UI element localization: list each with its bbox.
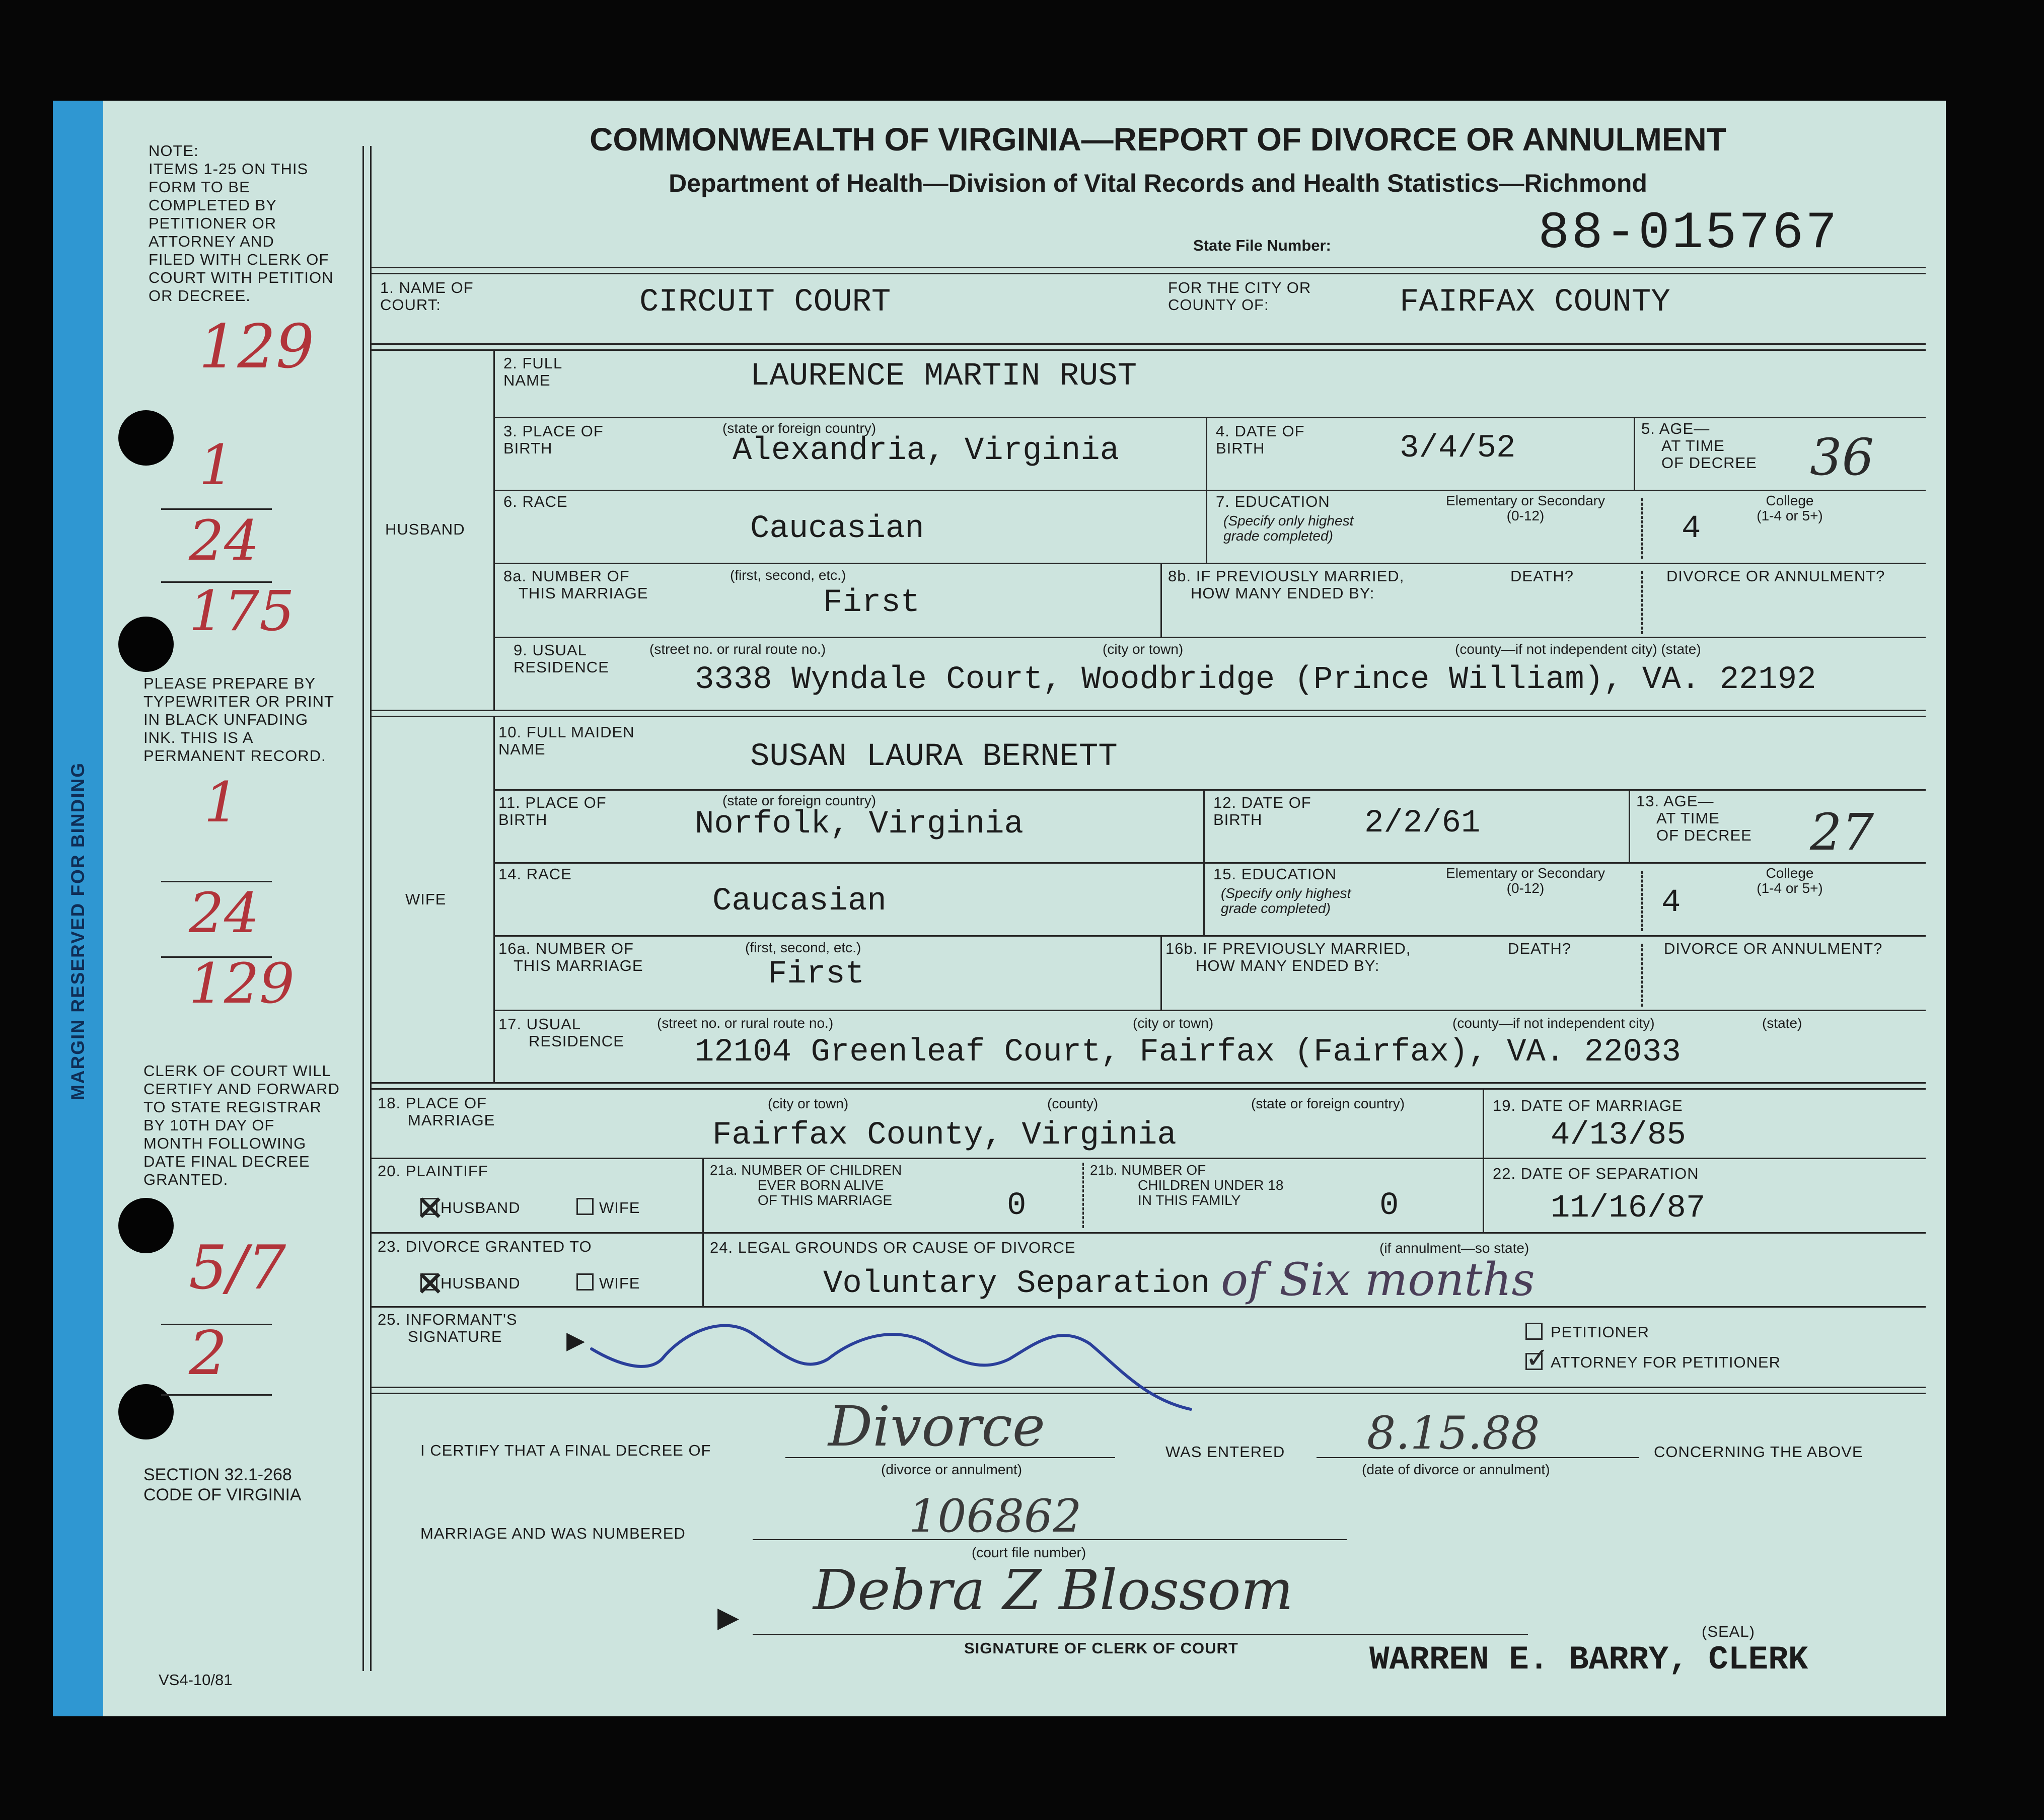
husband-race-label: 6. RACE [503,493,568,510]
husband-pob-label: 3. PLACE OF BIRTH [503,422,604,457]
rule [493,490,1926,491]
marriage-place-hint-state: (state or foreign country) [1251,1096,1405,1111]
children-count: 0 [1007,1188,1027,1224]
divider [1160,563,1162,637]
husband-marriage-number: First [823,585,920,621]
arrow-icon: ▶ [566,1327,585,1354]
husband-marriage-label: 8a. NUMBER OF THIS MARRIAGE [503,567,648,602]
husband-age-label: 5. AGE— AT TIME OF DECREE [1641,420,1757,472]
entered-text: WAS ENTERED [1165,1443,1285,1461]
rule [370,267,1926,268]
husband-edu-hint: (Specify only highest grade completed) [1223,513,1354,544]
rule [370,1088,1926,1090]
children18-count: 0 [1379,1188,1399,1224]
petitioner-checkbox[interactable] [1525,1323,1543,1340]
plaintiff-wife-checkbox[interactable] [576,1198,594,1215]
wife-edu-elem: Elementary or Secondary (0-12) [1446,865,1605,896]
margin-number: 24 [189,881,259,945]
wife-name-label: 10. FULL MAIDEN NAME [498,723,635,758]
children-label: 21a. NUMBER OF CHILDREN EVER BORN ALIVE OF THIS MARRIAGE [710,1162,902,1208]
wife-res-hint-city: (city or town) [1133,1015,1214,1031]
margin-note: NOTE: ITEMS 1-25 ON THIS FORM TO BE COMPLETED BY PETITIONER OR ATTORNEY AND FILED WITH CLERK OF COURT WITH PETITION OR DECREE. [149,142,334,305]
husband-dob-label: 4. DATE OF BIRTH [1216,422,1305,457]
divider [1483,1088,1484,1232]
rule [370,273,1926,274]
decree-hint: (divorce or annulment) [881,1462,1023,1477]
wife-residence: 12104 Greenleaf Court, Fairfax (Fairfax), VA. 22033 [695,1034,1681,1071]
husband-age: 36 [1810,428,1874,487]
wife-res-hint-county: (county—if not independent city) [1452,1015,1655,1031]
wife-section-label: WIFE [405,890,447,908]
divider [1160,935,1162,1010]
rule [370,343,1926,345]
plaintiff-husband-label: HUSBAND [441,1199,521,1217]
rule [370,710,1926,711]
wife-prev-label: 16b. IF PREVIOUSLY MARRIED, HOW MANY ENDED BY: [1165,940,1411,974]
margin-number: 1 [199,433,234,497]
margin-number: 129 [189,951,295,1016]
marriage-date: 4/13/85 [1551,1117,1686,1154]
punch-hole [118,1384,174,1439]
wife-res-label: 17. USUAL RESIDENCE [498,1015,624,1050]
left-border [362,146,364,1671]
margin-number: 1 [204,770,239,835]
husband-edu-label: 7. EDUCATION [1216,493,1330,510]
rule [493,789,1926,791]
wife-marriage-label: 16a. NUMBER OF THIS MARRIAGE [498,940,643,974]
husband-res-hint-city: (city or town) [1103,641,1184,657]
attorney-label: ATTORNEY FOR PETITIONER [1551,1353,1781,1371]
wife-death-label: DEATH? [1508,940,1572,957]
husband-dob: 3/4/52 [1400,430,1516,467]
divider [702,1158,704,1306]
separation-date: 11/16/87 [1551,1190,1706,1227]
grounds-hint: (if annulment—so state) [1379,1240,1529,1256]
state-file-label: State File Number: [1193,237,1331,254]
clerk-signature-underline [753,1634,1528,1635]
form-subtitle: Department of Health—Division of Vital Records and Health Statistics—Richmond [669,169,1647,197]
separation-label: 22. DATE OF SEPARATION [1493,1165,1699,1182]
wife-res-hint-state: (state) [1762,1015,1802,1031]
granted-husband-label: HUSBAND [441,1274,521,1292]
clerk-signature-label: SIGNATURE OF CLERK OF COURT [964,1639,1238,1657]
binding-strip [53,101,103,1716]
clerk-signature: Debra Z Blossom [813,1558,1293,1622]
wife-age: 27 [1810,803,1874,862]
margin-number: 129 [199,312,315,382]
marriage-place-hint-city: (city or town) [768,1096,849,1111]
husband-edu-college: College (1-4 or 5+) [1757,493,1823,523]
clerk-name: WARREN E. BARRY, CLERK [1369,1641,1808,1679]
divider [1629,789,1630,862]
margin-number: 24 [189,508,259,573]
husband-edu-elem: Elementary or Secondary (0-12) [1446,493,1605,523]
form-title: COMMONWEALTH OF VIRGINIA—REPORT OF DIVORCE OR ANNULMENT [590,121,1726,158]
form-id: VS4-10/81 [159,1671,233,1689]
marriage-place-label: 18. PLACE OF MARRIAGE [378,1094,495,1129]
margin-number: 5/7 [189,1233,286,1303]
rule [370,349,1926,351]
divider [1203,789,1205,935]
margin-prepare-note: PLEASE PREPARE BY TYPEWRITER OR PRINT IN BLACK UNFADING INK. THIS IS A PERMANENT RECORD. [143,674,334,765]
court-file-number: 106862 [909,1490,1082,1543]
grounds-handwritten: of Six months [1221,1253,1535,1306]
checked-x-icon: ✕ [415,1189,445,1228]
husband-divorce-label: DIVORCE OR ANNULMENT? [1666,567,1885,585]
rule [493,563,1926,564]
children-divider [1082,1163,1085,1228]
granted-wife-checkbox[interactable] [576,1273,594,1291]
entered-hint: (date of divorce or annulment) [1362,1462,1550,1477]
margin-clerk-note: CLERK OF COURT WILL CERTIFY AND FORWARD TO STATE REGISTRAR BY 10TH DAY OF MONTH FOLLOWING DATE FINAL DECREE GRANTED. [143,1062,340,1188]
granted-wife-label: WIFE [599,1274,640,1292]
wife-res-hint-street: (street no. or rural route no.) [657,1015,834,1031]
form-sheet [53,101,1946,1716]
husband-section-label: HUSBAND [385,520,465,538]
punch-hole [118,1198,174,1253]
husband-pob-hint: (state or foreign country) [722,420,877,436]
wife-race: Caucasian [712,883,887,920]
wife-edu-college: College (1-4 or 5+) [1757,865,1823,896]
grounds: Voluntary Separation [823,1266,1210,1302]
wife-pob-hint: (state or foreign country) [722,793,877,808]
edu-divider [1641,498,1644,559]
plaintiff-wife-label: WIFE [599,1199,640,1217]
husband-race: Caucasian [750,511,924,547]
husband-res-hint-county: (county—if not independent city) (state) [1455,641,1701,657]
margin-number: 175 [189,579,295,643]
husband-name: LAURENCE MARTIN RUST [750,358,1137,395]
divider [1634,417,1635,490]
rule [493,1010,1926,1011]
court-label: 1. NAME OF COURT: [380,279,474,314]
wife-edu-hint: (Specify only highest grade completed) [1221,885,1351,916]
husband-residence: 3338 Wyndale Court, Woodbridge (Prince William), VA. 22192 [695,662,1816,698]
wife-dob-label: 12. DATE OF BIRTH [1213,794,1311,828]
husband-prev-label: 8b. IF PREVIOUSLY MARRIED, HOW MANY ENDED BY: [1168,567,1405,602]
section-note: SECTION 32.1-268 CODE OF VIRGINIA [143,1465,302,1504]
concerning-text: CONCERNING THE ABOVE [1654,1443,1863,1461]
wife-edu-college-value: 4 [1661,885,1681,921]
arrow-icon: ▶ [717,1601,740,1633]
divider [1206,417,1207,563]
divider [493,716,495,1082]
rule [370,716,1926,717]
wife-divorce-label: DIVORCE OR ANNULMENT? [1664,940,1883,957]
husband-pob: Alexandria, Virginia [733,433,1120,469]
plaintiff-label: 20. PLAINTIFF [378,1162,488,1180]
informant-label: 25. INFORMANT'S SIGNATURE [378,1311,518,1345]
wife-dob: 2/2/61 [1364,805,1481,842]
rule [370,1232,1926,1234]
margin-number: 2 [189,1319,228,1389]
rule [493,637,1926,638]
wife-pob-label: 11. PLACE OF BIRTH [498,794,607,828]
petitioner-label: PETITIONER [1551,1323,1650,1341]
certify-text: I CERTIFY THAT A FINAL DECREE OF [420,1442,711,1459]
wife-marriage-number: First [768,956,865,993]
husband-edu-college-value: 4 [1682,511,1701,547]
husband-marriage-hint: (first, second, etc.) [730,567,846,583]
husband-res-hint-street: (street no. or rural route no.) [649,641,826,657]
checkmark-icon: ✓ [1525,1342,1549,1374]
court-city: FAIRFAX COUNTY [1400,284,1670,321]
children18-label: 21b. NUMBER OF CHILDREN UNDER 18 IN THIS FAMILY [1090,1162,1284,1208]
wife-pob: Norfolk, Virginia [695,806,1024,843]
grounds-label: 24. LEGAL GROUNDS OR CAUSE OF DIVORCE [710,1239,1076,1256]
punch-hole [118,410,174,466]
left-border [370,146,372,1671]
rule [370,1082,1926,1084]
rule [493,935,1926,937]
entered-date: 8.15.88 [1367,1407,1540,1460]
divider [493,349,495,710]
granted-label: 23. DIVORCE GRANTED TO [378,1238,592,1255]
wife-marriage-hint: (first, second, etc.) [745,940,861,955]
decree-type: Divorce [828,1394,1046,1459]
wife-name: SUSAN LAURA BERNETT [750,739,1118,775]
wife-race-label: 14. RACE [498,865,572,883]
wife-age-label: 13. AGE— AT TIME OF DECREE [1636,792,1752,844]
edu-divider [1641,871,1644,931]
numbered-text: MARRIAGE AND WAS NUMBERED [420,1525,686,1542]
punch-hole [118,617,174,672]
marriage-place: Fairfax County, Virginia [712,1117,1177,1154]
file-no-hint: (court file number) [972,1545,1086,1560]
wife-edu-label: 15. EDUCATION [1213,865,1337,883]
court-name: CIRCUIT COURT [639,284,891,321]
margin-rule [161,1394,272,1396]
husband-res-label: 9. USUAL RESIDENCE [514,641,609,676]
rule [370,1158,1926,1159]
rule [493,862,1926,864]
state-file-number: 88-015767 [1538,204,1839,263]
prev-divider [1641,944,1644,1007]
checked-x-icon: ✕ [415,1264,445,1304]
husband-name-label: 2. FULL NAME [503,354,563,389]
court-city-label: FOR THE CITY OR COUNTY OF: [1168,279,1311,314]
husband-death-label: DEATH? [1510,567,1574,585]
rule [493,417,1926,418]
binding-text: MARGIN RESERVED FOR BINDING [67,762,88,1101]
prev-divider [1641,571,1644,634]
seal-label: (SEAL) [1702,1623,1755,1640]
marriage-place-hint-county: (county) [1047,1096,1099,1111]
marriage-date-label: 19. DATE OF MARRIAGE [1493,1097,1683,1114]
